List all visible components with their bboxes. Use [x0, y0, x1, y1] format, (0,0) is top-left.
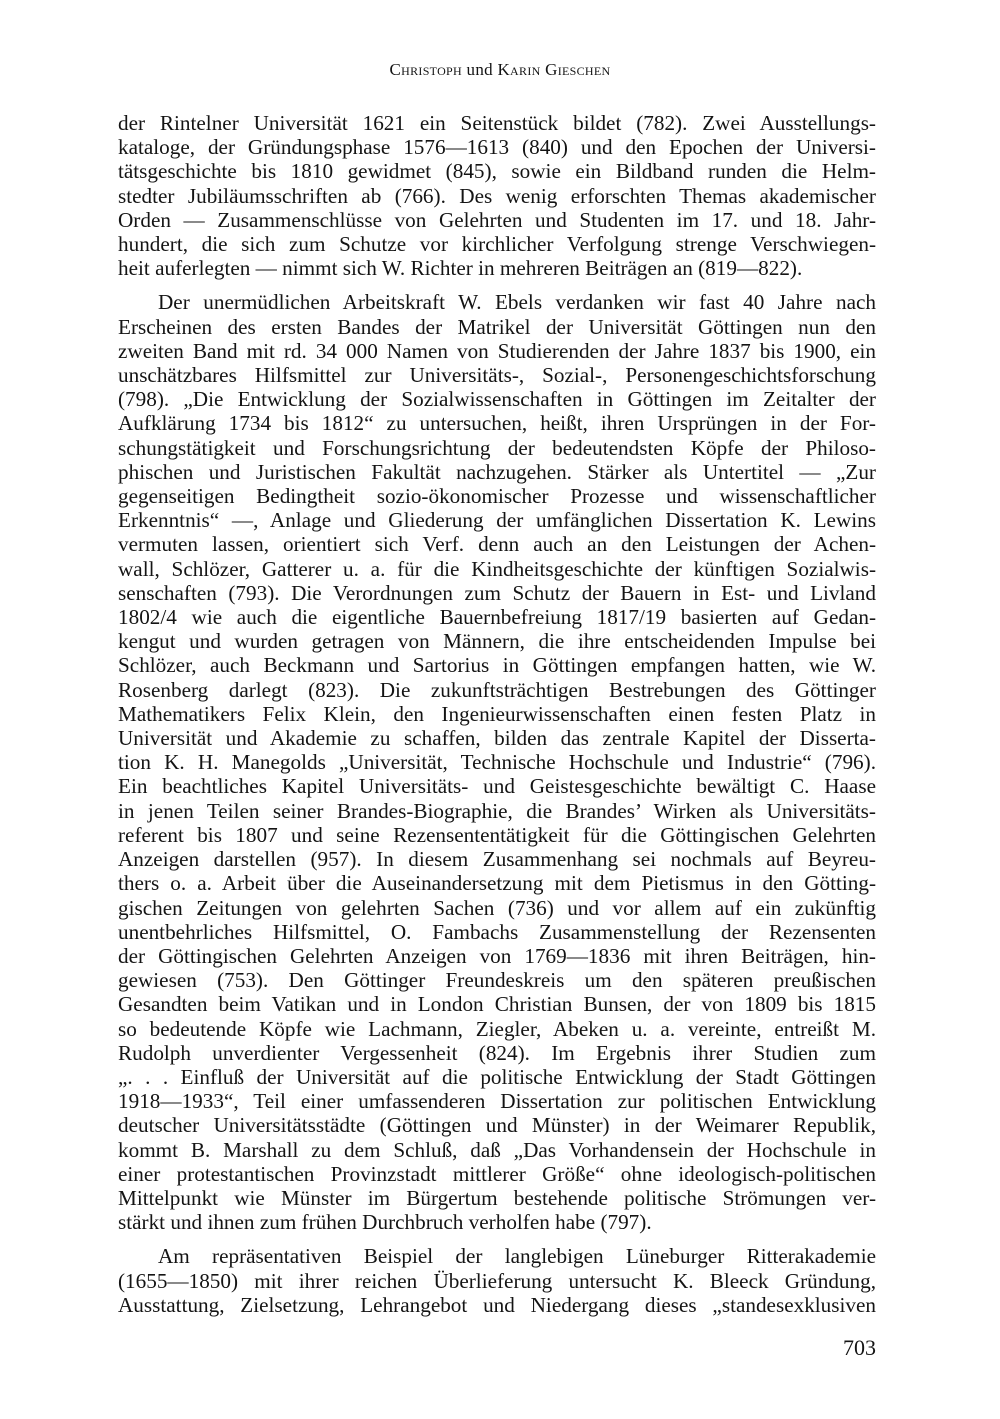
text-line: Der unermüdlichen Arbeitskraft W. Ebels verdanken wir fast 40 Jahre nach [158, 290, 876, 315]
text-line: Universität und Akademie zu schaffen, bilden das zentrale Kapitel der Disserta- [118, 726, 876, 751]
text-line: Orden — Zusammenschlüsse von Gelehrten und Studenten im 17. und 18. Jahr- [118, 207, 876, 232]
running-head [0, 60, 1000, 80]
text-line: kengut und wurden getragen von Männern, die ihre entscheidenden Impulse bei [118, 629, 876, 654]
text-line: Rudolph unverdienter Vergessenheit (824). Im Ergebnis ihrer Studien zum [118, 1040, 876, 1065]
paragraph [118, 290, 876, 1234]
text-line: Gesandten beim Vatikan und in London Christian Bunsen, der von 1809 bis 1815 [118, 992, 876, 1017]
text-line: kommt B. Marshall zu dem Schluß, daß „Das Vorhandensein der Hochschule in [118, 1137, 876, 1162]
text-line: der Rintelner Universität 1621 ein Seitenstück bildet (782). Zwei Ausstellungs- [118, 111, 876, 135]
text-line: 1918—1933“, Teil einer umfassenderen Dissertation zur politischen Entwicklung [118, 1089, 876, 1114]
paragraph [118, 111, 876, 280]
text-line: so bedeutende Köpfe wie Lachmann, Ziegler, Abeken u. a. vereinte, entreißt M. [118, 1016, 876, 1041]
text-line: Rosenberg darlegt (823). Die zukunftsträchtigen Bestrebungen des Göttinger [118, 677, 876, 702]
header-conjunction: und [461, 60, 498, 79]
page-number: 703 [843, 1335, 876, 1360]
text-line: Am repräsentativen Beispiel der langlebigen Lüneburger Ritterakademie [158, 1244, 876, 1269]
text-line: unschätzbares Hilfsmittel zur Universitäts-, Sozial-, Personengeschichtsforschung [118, 363, 876, 388]
text-line: phischen und Juristischen Fakultät nachzugehen. Stärker als Untertitel — „Zur [118, 459, 876, 484]
text-line: Mittelpunkt wie Münster im Bürgertum bestehende politische Strömungen ver- [118, 1185, 876, 1210]
text-line: referent bis 1807 und seine Rezensententätigkeit für die Göttingischen Gelehrten [118, 822, 876, 847]
text-line: heit auferlegten — nimmt sich W. Richter in mehreren Beiträgen an (819—822). [118, 256, 803, 281]
text-line: schungstätigkeit und Forschungsrichtung der bedeutendsten Köpfe der Philoso- [118, 435, 876, 460]
text-line: senschaften (793). Die Verordnungen zum Schutz der Bauern in Est- und Livland [118, 580, 876, 605]
text-line: Mathematikers Felix Klein, den Ingenieurwissenschaften einen festen Platz in [118, 701, 876, 726]
text-line: 1802/4 wie auch die eigentliche Bauernbefreiung 1817/19 basierten auf Gedan- [118, 605, 876, 630]
paragraph [118, 1244, 876, 1317]
text-line: Aufklärung 1734 bis 1812“ zu untersuchen, heißt, ihren Ursprüngen in der For- [118, 411, 876, 436]
body-text [118, 111, 876, 1317]
text-line: hundert, die sich zum Schutze vor kirchlicher Verfolgung strenge Verschwiegen- [118, 232, 876, 257]
text-line: Erscheinen des ersten Bandes der Matrikel der Universität Göttingen nun den [118, 314, 876, 339]
text-line: der Göttingischen Gelehrten Anzeigen von 1769—1836 mit ihren Beiträgen, hin- [118, 943, 876, 968]
text-line: Schlözer, auch Beckmann und Sartorius in Göttingen empfangen hatten, wie W. [118, 653, 876, 678]
text-line: einer protestantischen Provinzstadt mittlerer Größe“ ohne ideologisch-politischen [118, 1161, 876, 1186]
text-line: gischen Zeitungen von gelehrten Sachen (736) und vor allem auf ein zukünftig [118, 895, 876, 920]
text-line: stedter Jubiläumsschriften ab (766). Des wenig erforschten Themas akademischer [118, 183, 876, 208]
text-line: tätsgeschichte bis 1810 gewidmet (845), sowie ein Bildband runden die Helm- [118, 159, 876, 184]
text-line: (1655—1850) mit ihrer reichen Überlieferung untersucht K. Bleeck Gründung, [118, 1268, 876, 1293]
text-line: deutscher Universitätsstädte (Göttingen und Münster) in der Weimarer Republik, [118, 1113, 876, 1138]
text-line: gegenseitigen Bedingtheit sozio-ökonomischer Prozesse und wissenschaftlicher [118, 484, 876, 509]
text-line: Ein beachtliches Kapitel Universitäts- und Geistesgeschichte bewältigt C. Haase [118, 774, 876, 799]
text-line: (798). „Die Entwicklung der Sozialwissenschaften in Göttingen im Zeitalter der [118, 387, 876, 412]
text-line: kataloge, der Gründungsphase 1576—1613 (840) und den Epochen der Universi- [118, 135, 876, 160]
text-line: unentbehrliches Hilfsmittel, O. Fambachs Zusammenstellung der Rezensenten [118, 919, 876, 944]
text-line: zweiten Band mit rd. 34 000 Namen von Studierenden der Jahre 1837 bis 1900, ein [118, 338, 876, 363]
text-line: wall, Schlözer, Gatterer u. a. für die Kindheitsgeschichte der künftigen Sozialwis- [118, 556, 876, 581]
header-author-2: Karin Gieschen [497, 60, 611, 79]
text-line: in jenen Teilen seiner Brandes-Biographie, die Brandes’ Wirken als Universitäts- [118, 798, 876, 823]
text-line: Erkenntnis“ —, Anlage und Gliederung der umfänglichen Dissertation K. Lewins [118, 508, 876, 533]
text-line: „. . . Einfluß der Universität auf die politische Entwicklung der Stadt Göttingen [118, 1064, 876, 1089]
text-line: tion K. H. Manegolds „Universität, Technische Hochschule und Industrie“ (796). [118, 750, 876, 775]
text-line: stärkt und ihnen zum frühen Durchbruch verholfen habe (797). [118, 1210, 652, 1235]
text-line: Anzeigen darstellen (957). In diesem Zusammenhang sei nochmals auf Beyreu- [118, 847, 876, 872]
text-line: Ausstattung, Zielsetzung, Lehrangebot und Niedergang dieses „standesexklusiven [118, 1292, 876, 1317]
header-author-1: Christoph [389, 60, 462, 79]
text-line: thers o. a. Arbeit über die Auseinandersetzung mit dem Pietismus in den Götting- [118, 871, 876, 896]
text-line: gewiesen (753). Den Göttinger Freundeskreis um den späteren preußischen [118, 968, 876, 993]
text-line: vermuten lassen, orientiert sich Verf. denn auch an den Leistungen der Achen- [118, 532, 876, 557]
